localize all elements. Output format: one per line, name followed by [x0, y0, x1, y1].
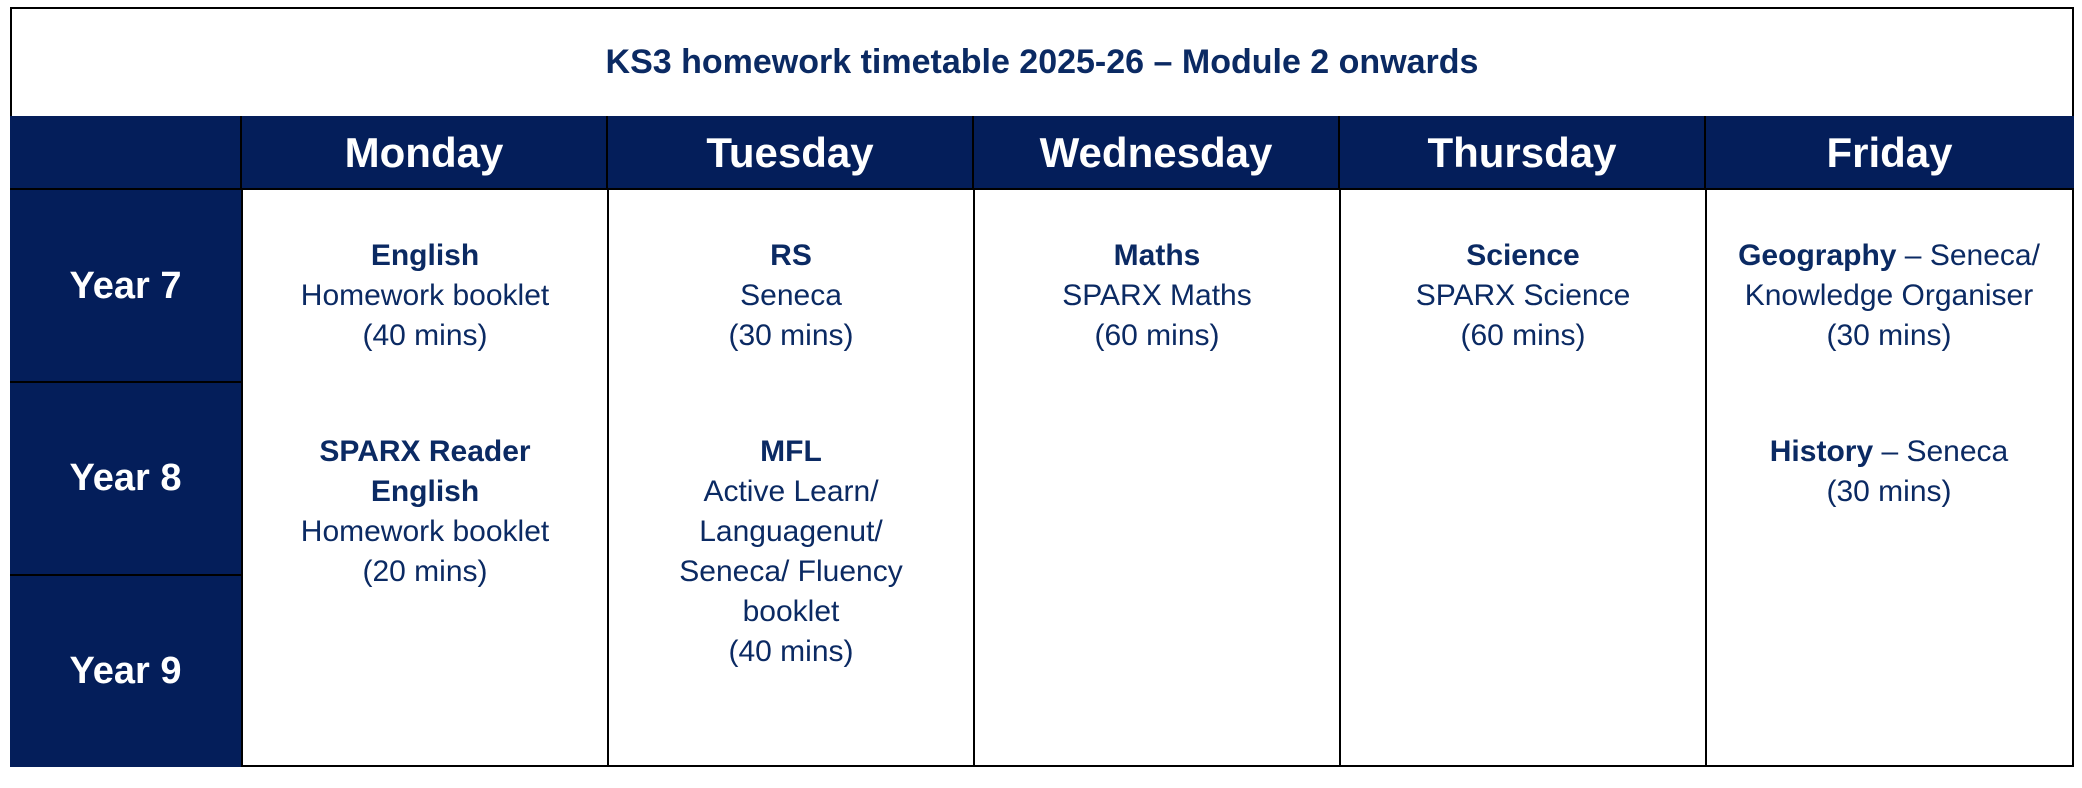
row-divider	[10, 574, 241, 576]
subject-label: Maths	[1113, 239, 1201, 272]
time-label: (40 mins)	[362, 319, 488, 352]
subject-label: Science	[1466, 239, 1580, 272]
cell-monday-year-8	[242, 432, 608, 592]
task-label: Knowledge Organiser	[1744, 279, 2034, 312]
subject-label: MFL	[760, 435, 822, 468]
header-divider	[240, 116, 242, 190]
header-divider	[1704, 116, 1706, 190]
header-corner	[10, 116, 241, 190]
row-header-year-8: Year 8	[10, 382, 241, 575]
subject-label: Geography	[1738, 239, 1897, 272]
time-label: (30 mins)	[728, 319, 854, 352]
time-label: (40 mins)	[728, 635, 854, 668]
task-label: – Seneca/	[1896, 239, 2040, 272]
subject-label: English	[370, 475, 480, 508]
row-header-year-9: Year 9	[10, 575, 241, 767]
task-label: Homework booklet	[300, 279, 550, 312]
time-label: (20 mins)	[362, 555, 488, 588]
header-divider	[606, 116, 608, 190]
task-label: Active Learn/	[703, 475, 879, 508]
header-friday: Friday	[1705, 116, 2074, 190]
header-divider	[972, 116, 974, 190]
cell-monday-year-7	[242, 236, 608, 356]
time-label: (30 mins)	[1826, 475, 1952, 508]
header-thursday: Thursday	[1339, 116, 1705, 190]
header-monday: Monday	[241, 116, 607, 190]
task-label: booklet	[742, 595, 840, 628]
task-label: Seneca/ Fluency	[679, 555, 903, 588]
subject-label: SPARX Reader	[319, 435, 531, 468]
cell-friday-year-8	[1706, 432, 2072, 512]
task-label: – Seneca	[1873, 435, 2009, 468]
header-wednesday: Wednesday	[973, 116, 1339, 190]
timetable-grid	[10, 116, 2074, 767]
row-divider	[10, 381, 241, 383]
subject-label: History	[1769, 435, 1874, 468]
task-label: Homework booklet	[300, 515, 550, 548]
task-label: SPARX Maths	[1062, 279, 1252, 312]
page-title: KS3 homework timetable 2025-26 – Module 2 onwards	[605, 42, 1479, 81]
subject-line	[1706, 432, 2072, 472]
cell-friday-year-7	[1706, 236, 2072, 356]
subject-line	[1706, 236, 2072, 276]
task-label: Seneca	[740, 279, 842, 312]
subject-label: English	[370, 239, 480, 272]
time-label: (30 mins)	[1826, 319, 1952, 352]
row-header-year-7: Year 7	[10, 190, 241, 382]
subject-label: RS	[770, 239, 812, 272]
time-label: (60 mins)	[1460, 319, 1586, 352]
cell-thursday-year-7	[1340, 236, 1706, 356]
cell-wednesday-year-7	[974, 236, 1340, 356]
task-label: SPARX Science	[1415, 279, 1631, 312]
task-label: Languagenut/	[699, 515, 883, 548]
cell-tuesday-year-7	[608, 236, 974, 356]
header-divider	[1338, 116, 1340, 190]
header-tuesday: Tuesday	[607, 116, 973, 190]
cell-tuesday-year-8	[608, 432, 974, 672]
time-label: (60 mins)	[1094, 319, 1220, 352]
